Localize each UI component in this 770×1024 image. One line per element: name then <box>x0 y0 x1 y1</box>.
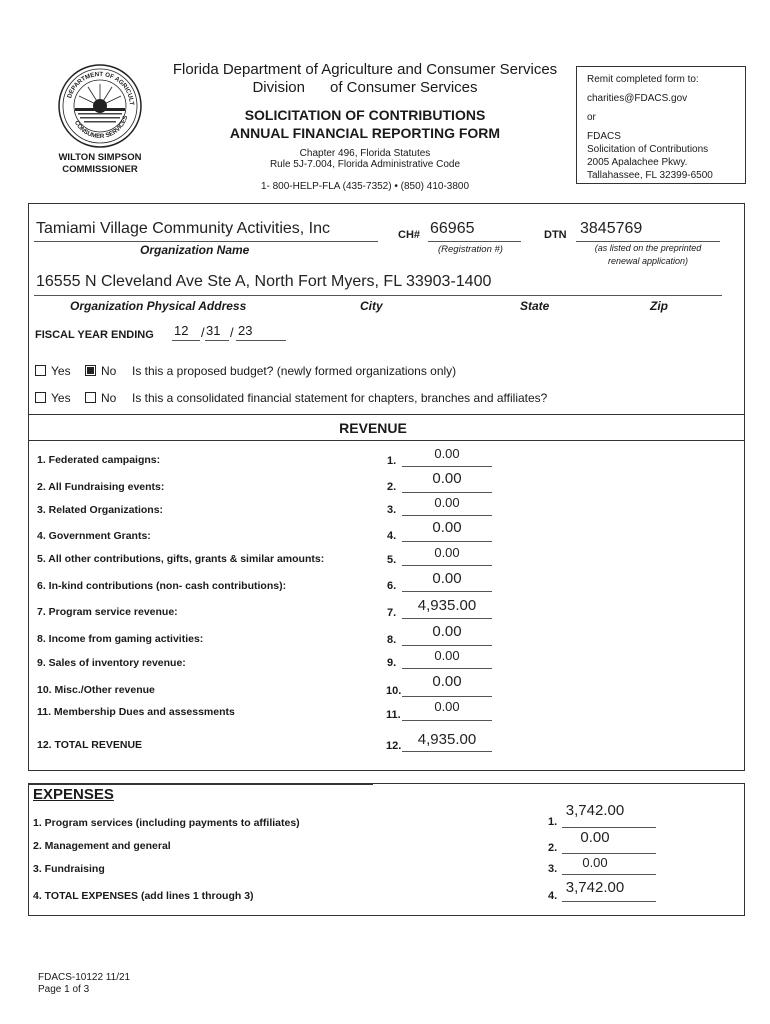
revenue-line-underline <box>402 645 492 646</box>
revenue-line-underline <box>402 720 492 721</box>
statute-2: Rule 5J-7.004, Florida Administrative Code <box>269 159 461 170</box>
revenue-line-underline <box>402 492 492 493</box>
form-id: FDACS-10122 11/21 <box>38 972 131 983</box>
q2-no-checkbox[interactable] <box>85 392 96 403</box>
remit-or: or <box>587 112 596 123</box>
revenue-line-value[interactable]: 0.00 <box>434 495 460 510</box>
org-name-label: Organization Name <box>140 243 250 257</box>
commissioner-name: WILTON SIMPSON <box>58 152 142 163</box>
expense-line-underline <box>562 874 656 875</box>
state-label: State <box>520 299 550 313</box>
fiscal-slash-1: / <box>201 325 205 340</box>
q1-yes-label: Yes <box>51 364 71 378</box>
expense-line-underline <box>562 853 656 854</box>
revenue-line-underline <box>402 541 492 542</box>
revenue-line-underline <box>402 751 492 752</box>
org-name-value: Tamiami Village Community Activities, Inc <box>36 220 331 237</box>
revenue-line-number: 3. <box>387 504 397 516</box>
revenue-line-underline <box>402 515 492 516</box>
q2-no-group <box>85 391 116 405</box>
zip-label: Zip <box>650 299 668 313</box>
city-label: City <box>360 299 383 313</box>
remit-title: Remit completed form to: <box>587 74 699 85</box>
revenue-line-label: 4. Government Grants: <box>37 530 151 542</box>
expense-line-value[interactable]: 3,742.00 <box>565 802 625 819</box>
revenue-line-number: 5. <box>387 554 397 566</box>
commissioner-block <box>40 152 160 176</box>
page-number: Page 1 of 3 <box>38 984 90 995</box>
address-label: Organization Physical Address <box>70 299 247 313</box>
revenue-line-number: 9. <box>387 657 397 669</box>
q1-no-group <box>85 364 116 378</box>
remit-addr-4: Tallahassee, FL 32399-6500 <box>587 170 713 181</box>
revenue-line-value[interactable]: 0.00 <box>434 699 460 714</box>
seal-bottom-text: CONSUMER SERVICES <box>72 114 130 141</box>
expense-line-number: 1. <box>548 816 558 828</box>
commissioner-title: COMMISSIONER <box>62 164 138 175</box>
revenue-line-underline <box>402 466 492 467</box>
remit-email: charities@FDACS.gov <box>587 93 688 104</box>
expense-line-number: 4. <box>548 890 558 902</box>
form-title-1: SOLICITATION OF CONTRIBUTIONS <box>244 107 486 123</box>
revenue-line-value[interactable]: 4,935.00 <box>417 731 477 748</box>
division-name: Division of Consumer Services <box>252 79 478 96</box>
revenue-line-label: 9. Sales of inventory revenue: <box>37 657 186 669</box>
fiscal-year: 23 <box>238 323 253 338</box>
expense-line-value[interactable]: 0.00 <box>580 829 610 846</box>
remit-addr-3: 2005 Apalachee Pkwy. <box>587 157 688 168</box>
department-name: Florida Department of Agriculture and Consumer Services <box>172 61 558 78</box>
expense-line-value[interactable]: 0.00 <box>582 855 608 870</box>
q1-yes-checkbox[interactable] <box>35 365 46 376</box>
revenue-line-value[interactable]: 0.00 <box>434 545 460 560</box>
ch-label: CH# <box>398 229 421 241</box>
revenue-line-label: 6. In-kind contributions (non- cash contributions): <box>37 580 287 592</box>
expense-line-underline <box>562 901 656 902</box>
q2-yes-checkbox[interactable] <box>35 392 46 403</box>
revenue-line-value[interactable]: 0.00 <box>432 519 462 536</box>
q2-text: Is this a consolidated financial statement for chapters, branches and affiliates? <box>132 391 548 405</box>
expense-line-label: 2. Management and general <box>33 840 171 852</box>
revenue-line-value[interactable]: 4,935.00 <box>417 597 477 614</box>
revenue-line-label: 1. Federated campaigns: <box>37 454 161 466</box>
revenue-line-number: 8. <box>387 634 397 646</box>
org-address-value: 16555 N Cleveland Ave Ste A, North Fort Myers, FL 33903-1400 <box>36 273 492 290</box>
fiscal-month: 12 <box>174 323 189 338</box>
revenue-line-label: 7. Program service revenue: <box>37 606 178 618</box>
q2-no-label: No <box>101 391 117 405</box>
dtn-label: DTN <box>544 229 567 241</box>
revenue-title: REVENUE <box>339 420 407 436</box>
q1-no-label: No <box>101 364 117 378</box>
revenue-line-number: 4. <box>387 530 397 542</box>
expense-line-label: 3. Fundraising <box>33 863 105 875</box>
revenue-line-value[interactable]: 0.00 <box>434 648 460 663</box>
dtn-sub-1: (as listed on the preprinted <box>594 243 702 253</box>
q1-no-checkbox[interactable] <box>85 365 96 376</box>
expense-line-number: 2. <box>548 842 558 854</box>
revenue-line-underline <box>402 591 492 592</box>
fiscal-slash-2: / <box>230 325 234 340</box>
expense-line-number: 3. <box>548 863 558 875</box>
expense-line-label: 1. Program services (including payments to affiliates) <box>33 817 300 829</box>
fiscal-day: 31 <box>206 323 221 338</box>
question-2-row <box>35 391 71 405</box>
revenue-line-value[interactable]: 0.00 <box>432 470 462 487</box>
expenses-title: EXPENSES <box>33 786 114 803</box>
expense-line-label: 4. TOTAL EXPENSES (add lines 1 through 3) <box>33 890 254 902</box>
revenue-line-number: 2. <box>387 481 397 493</box>
footer <box>38 972 130 996</box>
revenue-line-number: 6. <box>387 580 397 592</box>
revenue-line-label: 11. Membership Dues and assessments <box>37 706 235 718</box>
seal-top-text: DEPARTMENT OF AGRICULT <box>66 70 136 106</box>
q2-yes-label: Yes <box>51 391 71 405</box>
revenue-line-label: 5. All other contributions, gifts, grants & similar amounts: <box>37 553 325 565</box>
dtn-sub-2: renewal application) <box>607 256 689 266</box>
phone-line: 1- 800-HELP-FLA (435-7352) • (850) 410-3800 <box>260 181 470 192</box>
revenue-line-underline <box>402 668 492 669</box>
dtn-value: 3845769 <box>580 220 643 237</box>
revenue-line-label: 8. Income from gaming activities: <box>37 633 204 645</box>
revenue-line-value[interactable]: 0.00 <box>432 570 462 587</box>
revenue-line-label: 10. Misc./Other revenue <box>37 684 155 696</box>
q1-text: Is this a proposed budget? (newly formed organizations only) <box>132 364 457 378</box>
revenue-line-number: 12. <box>386 740 402 752</box>
revenue-line-label: 2. All Fundraising events: <box>37 481 165 493</box>
revenue-line-label: 3. Related Organizations: <box>37 504 164 516</box>
revenue-line-number: 10. <box>386 685 402 697</box>
revenue-line-underline <box>402 696 492 697</box>
revenue-line-value[interactable]: 0.00 <box>434 446 460 461</box>
statute-1: Chapter 496, Florida Statutes <box>299 148 431 159</box>
revenue-line-value[interactable]: 0.00 <box>432 623 462 640</box>
dtn-sub <box>576 242 720 268</box>
revenue-line-underline <box>402 618 492 619</box>
remit-addr-2: Solicitation of Contributions <box>587 144 709 155</box>
revenue-line-label: 12. TOTAL REVENUE <box>37 739 143 751</box>
remit-box <box>576 66 746 184</box>
question-1-row <box>35 364 71 378</box>
fdacs-seal <box>58 64 142 148</box>
fiscal-year-label: FISCAL YEAR ENDING <box>35 329 154 341</box>
revenue-line-number: 1. <box>387 455 397 467</box>
revenue-line-value[interactable]: 0.00 <box>432 673 462 690</box>
form-title-2: ANNUAL FINANCIAL REPORTING FORM <box>229 125 501 141</box>
expense-line-value[interactable]: 3,742.00 <box>565 879 625 896</box>
expense-line-underline <box>562 827 656 828</box>
ch-sub: (Registration #) <box>438 244 503 255</box>
remit-addr-1: FDACS <box>587 131 621 142</box>
revenue-line-underline <box>402 565 492 566</box>
revenue-line-number: 7. <box>387 607 397 619</box>
ch-value: 66965 <box>430 220 475 237</box>
revenue-line-number: 11. <box>386 709 401 721</box>
